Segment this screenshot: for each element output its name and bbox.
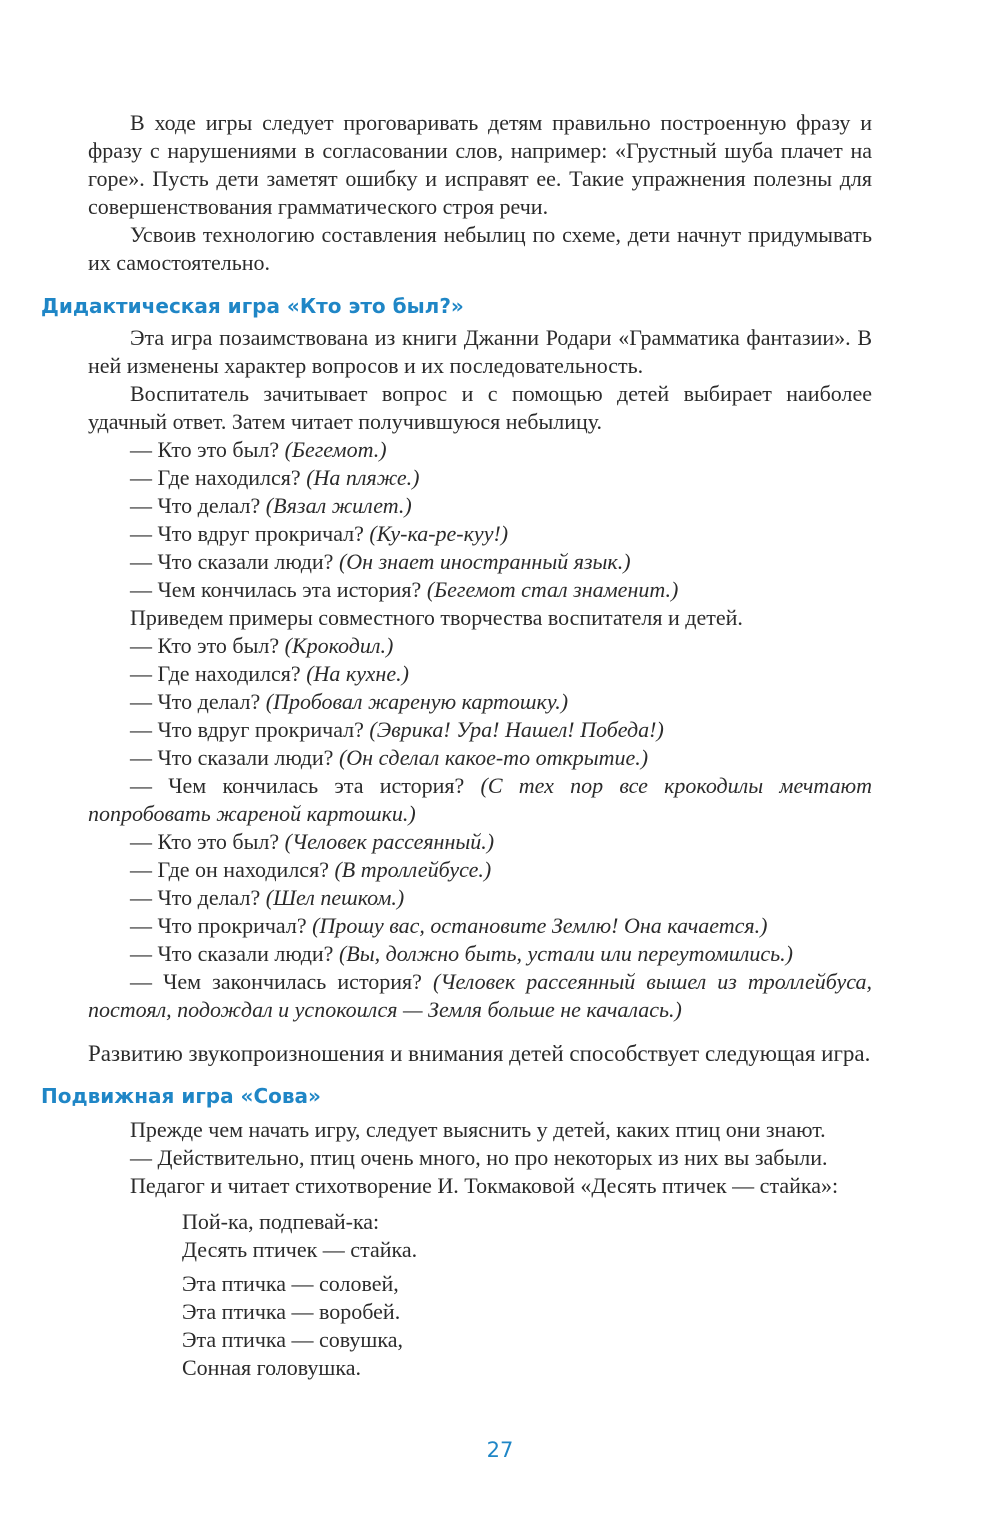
dialogue-line-wrapped: — Чем закончилась история? (Человек рассеянный вышел из троллейбуса, постоял, подождал и успокоился — Земля больше не качалась.) xyxy=(88,969,872,1022)
dialogue-line: — Где находился? (На кухне.) xyxy=(130,661,409,686)
poem-line: Десять птичек — стайка. xyxy=(182,1237,418,1262)
dialogue-line: — Чем кончилась эта история? (Бегемот стал знаменит.) xyxy=(130,577,679,602)
dialogue-set-2 xyxy=(88,632,872,772)
poem-line: Сонная головушка. xyxy=(182,1355,361,1380)
dialogue-line: — Где находился? (На пляже.) xyxy=(130,465,420,490)
dialogue-line-wrapped: — Чем кончилась эта история? (С тех пор все крокодилы мечтают попробовать жареной картошки.) xyxy=(88,773,872,826)
dialogue-line: — Что прокричал? (Прошу вас, остановите Землю! Она качается.) xyxy=(130,913,768,938)
section2-line-1: Прежде чем начать игру, следует выяснить у детей, каких птиц они знают. xyxy=(130,1117,826,1142)
dialogue-line: — Что сказали люди? (Он знает иностранный язык.) xyxy=(130,549,631,574)
poem-line: Пой-ка, подпевай-ка: xyxy=(182,1209,380,1234)
page-number: 27 xyxy=(486,1438,514,1462)
dialogue-line: — Что делал? (Вязал жилет.) xyxy=(130,493,412,518)
intro-paragraph-2: Усвоив технологию составления небылиц по схеме, дети начнут придумывать их самостоятельно. xyxy=(88,222,872,275)
dialogue-line: — Кто это был? (Бегемот.) xyxy=(130,437,387,462)
dialogue-line: — Что делал? (Шел пешком.) xyxy=(130,885,405,910)
poem xyxy=(182,1208,872,1382)
dialogue-line: — Кто это был? (Крокодил.) xyxy=(130,633,394,658)
section1-paragraph-2: Воспитатель зачитывает вопрос и с помощью детей выбирает наиболее удачный ответ. Затем читает получившуюся небылицу. xyxy=(88,381,872,434)
section-heading-who-was-it: Дидактическая игра «Кто это был?» xyxy=(41,294,464,318)
dialogue-line: — Что вдруг прокричал? (Ку-ка-ре-куу!) xyxy=(130,521,509,546)
dialogue-set-3 xyxy=(88,828,872,968)
dialogue-line: — Что делал? (Пробовал жареную картошку.) xyxy=(130,689,569,714)
transition-paragraph: Развитию звукопроизношения и внимания детей способствует следующая игра. xyxy=(88,1041,871,1066)
examples-intro: Приведем примеры совместного творчества воспитателя и детей. xyxy=(130,605,743,630)
poem-stanza-1 xyxy=(182,1208,872,1264)
poem-line: Эта птичка — совушка, xyxy=(182,1327,403,1352)
poem-line: Эта птичка — соловей, xyxy=(182,1271,399,1296)
section1-paragraph-1: Эта игра позаимствована из книги Джанни Родари «Грамматика фантазии». В ней изменены характер вопросов и их последовательность. xyxy=(88,325,872,378)
intro-paragraph-1: В ходе игры следует проговаривать детям правильно построенную фразу и фразу с нарушениями в согласовании слов, например: «Грустный шуба плачет на горе». Пусть дети заметят ошибку и исправят ее. Такие упражнения полезны для совершенствования грамматического строя речи. xyxy=(88,110,872,219)
section2-line-2: — Действительно, птиц очень много, но про некоторых из них вы забыли. xyxy=(130,1145,828,1170)
dialogue-line: — Что сказали люди? (Вы, должно быть, устали или переутомились.) xyxy=(130,941,793,966)
poem-line: Эта птичка — воробей. xyxy=(182,1299,401,1324)
dialogue-line: — Что вдруг прокричал? (Эврика! Ура! Нашел! Победа!) xyxy=(130,717,664,742)
dialogue-line: — Где он находился? (В троллейбусе.) xyxy=(130,857,492,882)
dialogue-line: — Что сказали люди? (Он сделал какое-то открытие.) xyxy=(130,745,649,770)
dialogue-line: — Кто это был? (Человек рассеянный.) xyxy=(130,829,495,854)
poem-stanza-2 xyxy=(182,1270,872,1382)
section2-line-3: Педагог и читает стихотворение И. Токмаковой «Десять птичек — стайка»: xyxy=(130,1173,839,1198)
dialogue-set-1 xyxy=(88,436,872,604)
section-heading-owl-game: Подвижная игра «Сова» xyxy=(41,1084,321,1108)
